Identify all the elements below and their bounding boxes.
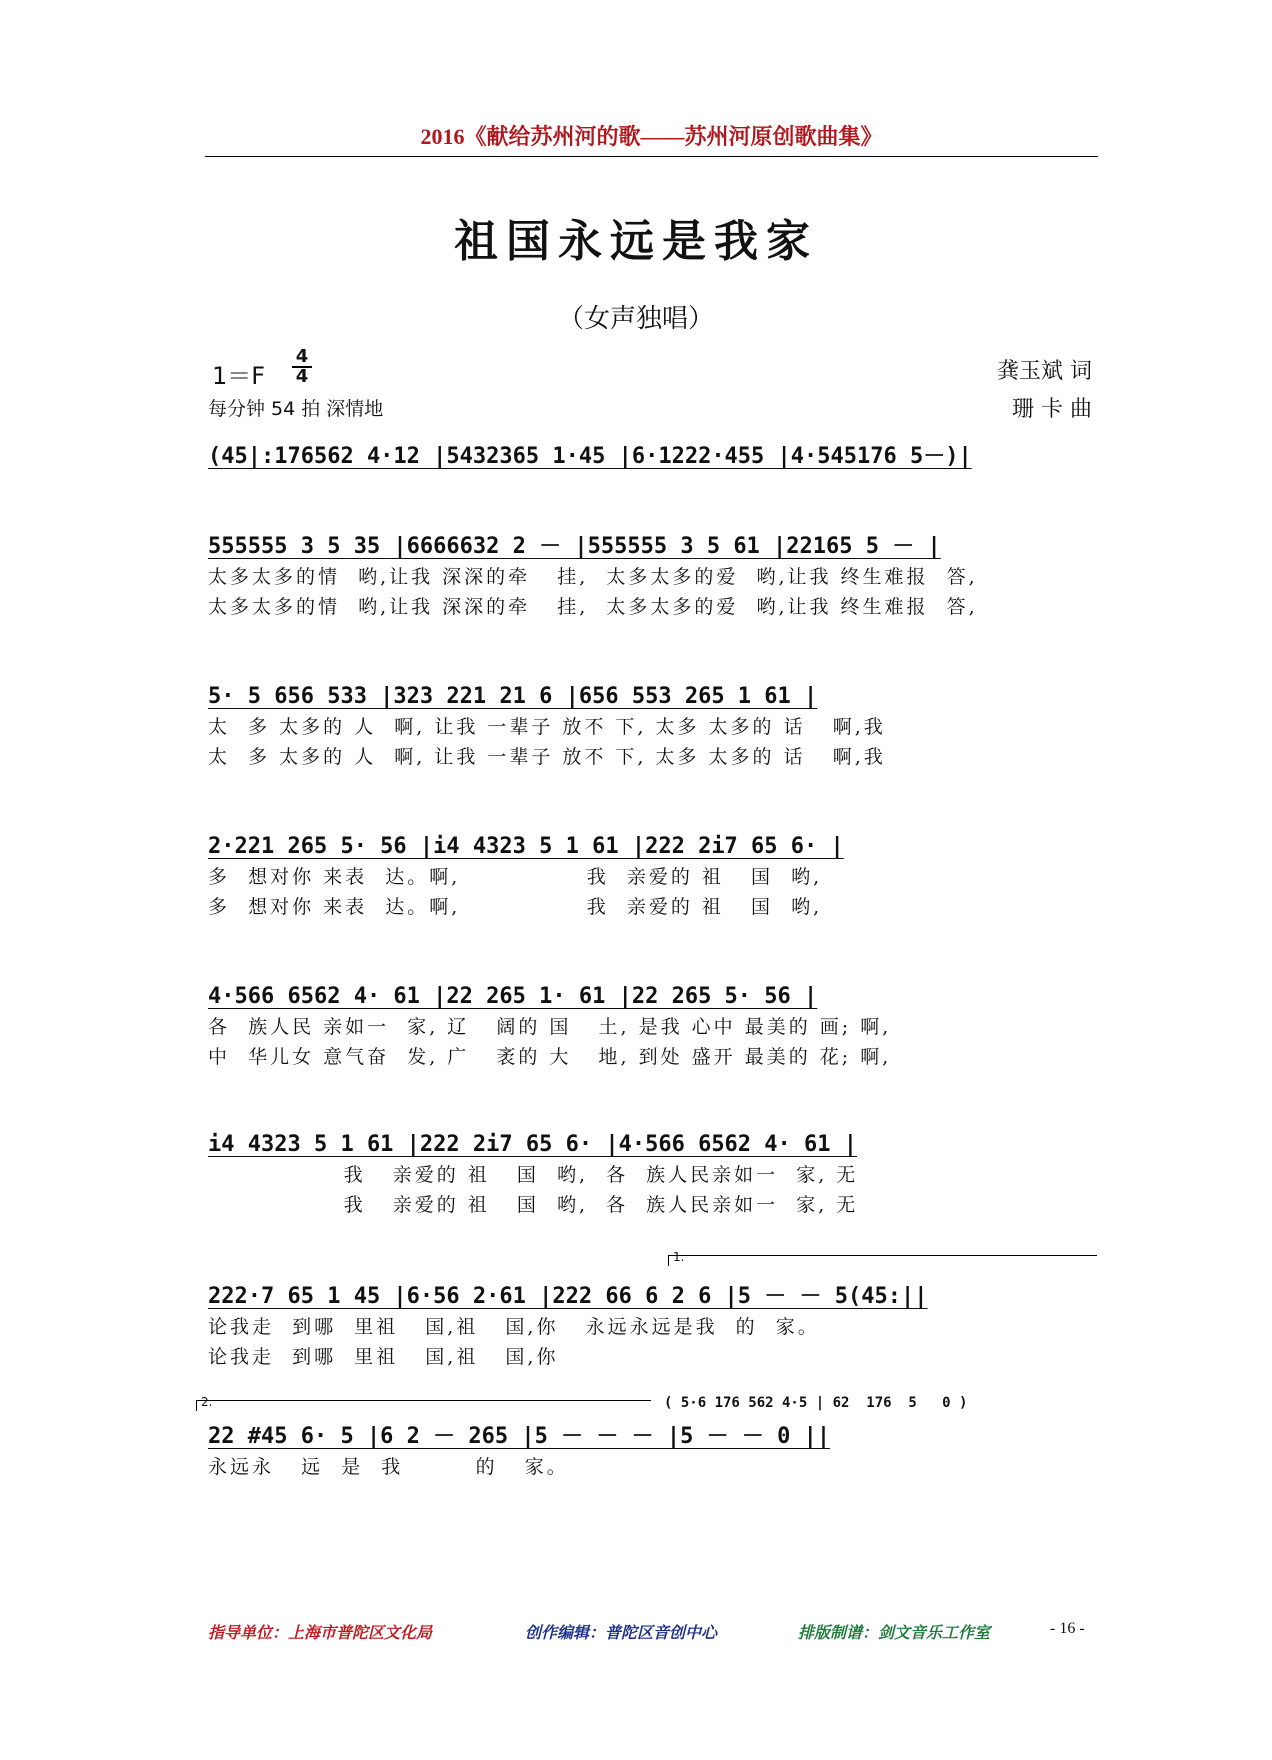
page-number: - 16 - (1050, 1620, 1085, 1637)
score-system-3 (208, 682, 1096, 772)
time-signature (292, 348, 312, 386)
footer-typesetter: 排版制谱：剑文音乐工作室 (798, 1623, 991, 1642)
score-system-5 (208, 982, 1096, 1072)
score-system-4 (208, 832, 1096, 922)
key-signature: 1＝F (212, 362, 266, 390)
lyrics-verse-1: 永远永 远 是 我 的 家。 (208, 1456, 569, 1478)
lyrics-verse-1: 论我走 到哪 里祖 国,祖 国,你 永远永远是我 的 家。 (208, 1316, 820, 1338)
lyrics-verse-2: 太 多 太多的 人 啊, 让我 一辈子 放不 下, 太多 太多的 话 啊,我 (208, 746, 886, 768)
first-ending-bracket (668, 1250, 1097, 1266)
composer-credit: 珊 卡 曲 (1012, 397, 1092, 422)
notation-line: 222·7 65 1 45 |6·56 2·61 |222 66 6 2 6 |5 － － 5(45:|| (208, 1284, 928, 1309)
lyrics-verse-2: 我 亲爱的 祖 国 哟, 各 族人民亲如一 家, 无 (208, 1194, 859, 1216)
lyrics-verse-1: 各 族人民 亲如一 家, 辽 阔的 国 土, 是我 心中 最美的 画; 啊, (208, 1016, 892, 1038)
notation-line: 22 #45 6· 5 |6 2 － 265 |5 － － － |5 － － 0 || (208, 1424, 831, 1449)
notation-line: (45|:176562 4·12 |5432365 1·45 |6·1222·455 |4·545176 5－)| (208, 444, 972, 469)
song-subtitle: （女声独唱） (557, 304, 714, 334)
second-ending-bracket (196, 1395, 651, 1411)
second-ending-label: 2. (201, 1395, 213, 1409)
score-system-7 (208, 1282, 1096, 1372)
notation-line: i4 4323 5 1 61 |222 2i7 65 6· |4·566 6562 4· 61 | (208, 1132, 858, 1157)
score-system-2 (208, 532, 1096, 622)
header-rule (205, 156, 1098, 157)
notation-line: 2·221 265 5· 56 |i4 4323 5 1 61 |222 2i7 65 6· | (208, 834, 844, 859)
notation-line: 5· 5 656 533 |323 221 21 6 |656 553 265 1 61 | (208, 684, 818, 709)
lyrics-verse-2: 中 华儿女 意气奋 发, 广 袤的 大 地, 到处 盛开 最美的 花; 啊, (208, 1046, 892, 1068)
first-ending-label: 1. (673, 1250, 685, 1264)
notation-line: 4·566 6562 4· 61 |22 265 1· 61 |22 265 5· 56 | (208, 984, 818, 1009)
accompaniment-line: ( 5·6 176 562 4·5 | 62 176 5 0 ) (664, 1395, 968, 1411)
score-system-6 (208, 1130, 1096, 1220)
tempo-marking: 每分钟 54 拍 深情地 (208, 398, 384, 420)
time-signature-top: 4 (292, 348, 312, 368)
notation-line: 555555 3 5 35 |6666632 2 － |555555 3 5 61 |22165 5 － | (208, 534, 941, 559)
lyrics-verse-1: 多 想对你 来表 达。啊, 我 亲爱的 祖 国 哟, (208, 866, 823, 888)
song-title: 祖国永远是我家 (454, 216, 818, 267)
lyrics-verse-1: 太多太多的情 哟,让我 深深的牵 挂, 太多太多的爱 哟,让我 终生难报 答, (208, 566, 978, 588)
score-system-8 (208, 1422, 1096, 1482)
collection-header: 2016《献给苏州河的歌——苏州河原创歌曲集》 (420, 124, 883, 149)
footer-guide-unit: 指导单位：上海市普陀区文化局 (208, 1623, 433, 1642)
time-signature-bottom: 4 (295, 366, 309, 387)
lyrics-verse-2: 多 想对你 来表 达。啊, 我 亲爱的 祖 国 哟, (208, 896, 823, 918)
footer-editor: 创作编辑：普陀区音创中心 (525, 1623, 718, 1642)
lyrics-verse-1: 我 亲爱的 祖 国 哟, 各 族人民亲如一 家, 无 (208, 1164, 859, 1186)
score-system-1 (208, 442, 1096, 472)
lyrics-verse-2: 论我走 到哪 里祖 国,祖 国,你 (208, 1346, 559, 1368)
lyricist-credit: 龚玉斌 词 (997, 359, 1092, 384)
lyrics-verse-2: 太多太多的情 哟,让我 深深的牵 挂, 太多太多的爱 哟,让我 终生难报 答, (208, 596, 978, 618)
lyrics-verse-1: 太 多 太多的 人 啊, 让我 一辈子 放不 下, 太多 太多的 话 啊,我 (208, 716, 886, 738)
